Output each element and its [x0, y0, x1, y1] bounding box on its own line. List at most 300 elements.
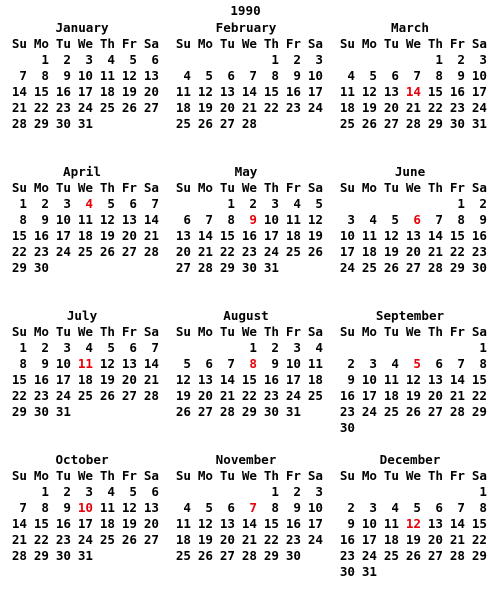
weekday-header: Su	[339, 36, 355, 51]
day-cell: 1	[19, 196, 27, 211]
day-cell: 17	[285, 372, 301, 387]
week-row	[5, 500, 169, 516]
day-cell: 19	[405, 388, 421, 403]
week-row	[169, 532, 333, 548]
weekday-header: Th	[99, 180, 115, 195]
month-april	[5, 164, 169, 276]
day-cell: 6	[227, 500, 235, 515]
day-cell: 18	[175, 532, 191, 547]
weekday-header-row	[5, 36, 169, 52]
day-cell: 1	[19, 340, 27, 355]
day-cell: 26	[197, 548, 213, 563]
week-row	[169, 52, 333, 68]
day-cell: 9	[271, 356, 279, 371]
day-cell: 3	[63, 340, 71, 355]
day-cell: 24	[55, 244, 71, 259]
week-row	[5, 340, 169, 356]
day-cell: 14	[11, 516, 27, 531]
day-cell: 23	[241, 244, 257, 259]
day-cell: 8	[479, 356, 487, 371]
weekday-header-row	[333, 180, 491, 196]
weekday-header: Mo	[33, 468, 49, 483]
day-cell: 16	[33, 372, 49, 387]
day-cell: 15	[241, 372, 257, 387]
day-cell: 9	[293, 500, 301, 515]
week-row	[5, 84, 169, 100]
day-cell: 7	[435, 212, 443, 227]
day-cell: 31	[77, 116, 93, 131]
day-cell: 6	[151, 484, 159, 499]
month-november	[169, 452, 333, 564]
day-cell: 9	[479, 212, 487, 227]
day-cell: 17	[361, 388, 377, 403]
day-cell: 26	[99, 244, 115, 259]
month-title: June	[394, 164, 426, 179]
day-cell: 22	[11, 244, 27, 259]
day-cell: 7	[249, 68, 257, 83]
day-cell: 25	[99, 532, 115, 547]
day-cell: 11	[383, 516, 399, 531]
day-cell: 26	[175, 404, 191, 419]
day-cell: 2	[41, 196, 49, 211]
day-cell: 8	[41, 500, 49, 515]
weekday-header: Fr	[121, 324, 137, 339]
day-cell: 24	[77, 100, 93, 115]
month-june	[333, 164, 491, 276]
weekday-header: Mo	[33, 324, 49, 339]
day-cell: 29	[33, 548, 49, 563]
day-cell: 20	[197, 388, 213, 403]
week-row	[169, 404, 333, 420]
day-cell: 22	[263, 532, 279, 547]
day-cell: 19	[121, 84, 137, 99]
week-row	[5, 516, 169, 532]
day-cell: 19	[307, 228, 323, 243]
day-cell: 30	[471, 260, 487, 275]
weekday-header: We	[241, 468, 257, 483]
day-cell: 3	[85, 484, 93, 499]
day-cell: 30	[241, 260, 257, 275]
week-row	[169, 484, 333, 500]
day-cell: 9	[63, 500, 71, 515]
day-cell: 18	[77, 372, 93, 387]
day-cell: 20	[427, 388, 443, 403]
weekday-header: We	[77, 324, 93, 339]
day-cell: 3	[85, 52, 93, 67]
day-cell: 21	[241, 532, 257, 547]
weekday-header: Sa	[307, 468, 323, 483]
week-row	[333, 228, 491, 244]
week-row	[5, 212, 169, 228]
day-cell: 27	[197, 404, 213, 419]
weekday-header: Tu	[383, 36, 399, 51]
week-row	[169, 372, 333, 388]
day-cell: 27	[121, 244, 137, 259]
weekday-header: Fr	[449, 36, 465, 51]
day-cell: 2	[293, 484, 301, 499]
weekday-header-row	[5, 180, 169, 196]
day-cell: 19	[383, 244, 399, 259]
weekday-header: Su	[11, 324, 27, 339]
day-cell: 27	[175, 260, 191, 275]
weekday-header: Sa	[143, 468, 159, 483]
weekday-header: Th	[263, 468, 279, 483]
weekday-header-row	[169, 180, 333, 196]
day-cell: 13	[219, 84, 235, 99]
day-cell: 29	[427, 116, 443, 131]
weekday-header: We	[405, 468, 421, 483]
weekday-header: Su	[175, 36, 191, 51]
weekday-header: We	[241, 180, 257, 195]
week-row	[169, 68, 333, 84]
day-cell: 9	[347, 372, 355, 387]
day-cell: 8	[271, 500, 279, 515]
weekday-header: Su	[175, 180, 191, 195]
day-cell: 14	[11, 84, 27, 99]
day-cell: 5	[129, 484, 137, 499]
weekday-header: Su	[11, 36, 27, 51]
day-cell: 9	[293, 68, 301, 83]
day-cell: 30	[263, 404, 279, 419]
day-cell: 22	[471, 388, 487, 403]
day-cell: 6	[435, 500, 443, 515]
day-cell: 5	[369, 68, 377, 83]
weekday-header: Mo	[361, 180, 377, 195]
highlighted-day: 10	[77, 500, 93, 515]
weekday-header: Mo	[361, 36, 377, 51]
day-cell: 29	[33, 116, 49, 131]
day-cell: 10	[307, 500, 323, 515]
day-cell: 25	[99, 100, 115, 115]
day-cell: 18	[361, 244, 377, 259]
day-cell: 7	[413, 68, 421, 83]
day-cell: 15	[471, 516, 487, 531]
weekday-header: Th	[427, 468, 443, 483]
day-cell: 3	[369, 356, 377, 371]
day-cell: 22	[427, 100, 443, 115]
day-cell: 23	[339, 404, 355, 419]
week-row	[333, 244, 491, 260]
day-cell: 6	[227, 68, 235, 83]
day-cell: 4	[369, 212, 377, 227]
weekday-header: Su	[339, 468, 355, 483]
week-row	[5, 532, 169, 548]
week-row	[5, 260, 169, 276]
day-cell: 7	[19, 68, 27, 83]
day-cell: 26	[405, 548, 421, 563]
week-row	[333, 100, 491, 116]
day-cell: 26	[99, 388, 115, 403]
day-cell: 20	[143, 516, 159, 531]
day-cell: 13	[121, 356, 137, 371]
day-cell: 20	[175, 244, 191, 259]
day-cell: 17	[307, 84, 323, 99]
day-cell: 9	[41, 212, 49, 227]
weekday-header: Tu	[219, 36, 235, 51]
highlighted-day: 14	[405, 84, 421, 99]
day-cell: 31	[77, 548, 93, 563]
day-cell: 16	[55, 84, 71, 99]
day-cell: 6	[435, 356, 443, 371]
day-cell: 30	[449, 116, 465, 131]
month-august	[169, 308, 333, 420]
day-cell: 22	[33, 532, 49, 547]
week-row	[5, 548, 169, 564]
day-cell: 21	[427, 244, 443, 259]
highlighted-day: 4	[85, 196, 93, 211]
day-cell: 26	[307, 244, 323, 259]
day-cell: 20	[427, 532, 443, 547]
day-cell: 10	[263, 212, 279, 227]
weekday-header: Tu	[383, 468, 399, 483]
weekday-header: Tu	[55, 468, 71, 483]
day-cell: 13	[219, 516, 235, 531]
day-cell: 2	[41, 340, 49, 355]
day-cell: 20	[219, 532, 235, 547]
month-may	[169, 164, 333, 276]
day-cell: 25	[383, 404, 399, 419]
day-cell: 4	[107, 484, 115, 499]
day-cell: 27	[219, 116, 235, 131]
day-cell: 21	[219, 388, 235, 403]
day-cell: 29	[471, 548, 487, 563]
weekday-header: Mo	[33, 180, 49, 195]
weekday-header: Th	[263, 36, 279, 51]
week-row	[333, 484, 491, 500]
day-cell: 30	[55, 548, 71, 563]
day-cell: 4	[293, 196, 301, 211]
day-cell: 27	[121, 388, 137, 403]
day-cell: 13	[143, 68, 159, 83]
day-cell: 2	[293, 52, 301, 67]
week-row	[333, 388, 491, 404]
weekday-header: Su	[175, 324, 191, 339]
weekday-header-row	[333, 324, 491, 340]
day-cell: 25	[383, 548, 399, 563]
day-cell: 16	[471, 228, 487, 243]
day-cell: 6	[129, 340, 137, 355]
week-row	[169, 516, 333, 532]
day-cell: 11	[361, 228, 377, 243]
day-cell: 5	[205, 68, 213, 83]
weekday-header: Sa	[307, 324, 323, 339]
weekday-header: Sa	[143, 180, 159, 195]
weekday-header: Sa	[307, 36, 323, 51]
week-row	[333, 372, 491, 388]
weekday-header: Fr	[285, 324, 301, 339]
week-row	[5, 52, 169, 68]
day-cell: 12	[99, 356, 115, 371]
week-row	[333, 116, 491, 132]
month-title: April	[63, 164, 101, 179]
day-cell: 16	[285, 516, 301, 531]
week-row	[333, 196, 491, 212]
day-cell: 31	[55, 404, 71, 419]
weekday-header: Th	[99, 36, 115, 51]
week-row	[169, 196, 333, 212]
day-cell: 20	[405, 244, 421, 259]
week-row	[169, 228, 333, 244]
month-title: August	[223, 308, 269, 323]
week-row	[5, 388, 169, 404]
day-cell: 15	[33, 516, 49, 531]
day-cell: 14	[449, 372, 465, 387]
day-cell: 12	[383, 228, 399, 243]
day-cell: 19	[405, 532, 421, 547]
weekday-header: Fr	[121, 468, 137, 483]
weekday-header: Fr	[449, 324, 465, 339]
day-cell: 12	[361, 84, 377, 99]
weekday-header: Fr	[449, 180, 465, 195]
day-cell: 23	[263, 388, 279, 403]
weekday-header: Tu	[55, 324, 71, 339]
day-cell: 14	[219, 372, 235, 387]
week-row	[5, 372, 169, 388]
day-cell: 25	[77, 244, 93, 259]
day-cell: 3	[479, 52, 487, 67]
day-cell: 15	[219, 228, 235, 243]
day-cell: 25	[339, 116, 355, 131]
day-cell: 11	[339, 84, 355, 99]
day-cell: 19	[121, 516, 137, 531]
week-row	[169, 260, 333, 276]
weekday-header: Tu	[219, 468, 235, 483]
week-row	[5, 196, 169, 212]
month-october	[5, 452, 169, 564]
day-cell: 21	[11, 532, 27, 547]
day-cell: 11	[175, 84, 191, 99]
day-cell: 11	[175, 516, 191, 531]
weekday-header: Su	[175, 468, 191, 483]
day-cell: 4	[183, 500, 191, 515]
day-cell: 29	[241, 404, 257, 419]
week-row	[333, 532, 491, 548]
day-cell: 26	[361, 116, 377, 131]
highlighted-day: 9	[249, 212, 257, 227]
highlighted-day: 12	[405, 516, 421, 531]
day-cell: 4	[391, 356, 399, 371]
week-row	[333, 84, 491, 100]
day-cell: 7	[205, 212, 213, 227]
day-cell: 13	[175, 228, 191, 243]
day-cell: 27	[405, 260, 421, 275]
weekday-header: Mo	[197, 180, 213, 195]
weekday-header: Mo	[33, 36, 49, 51]
highlighted-day: 11	[77, 356, 93, 371]
day-cell: 15	[33, 84, 49, 99]
day-cell: 18	[285, 228, 301, 243]
day-cell: 1	[457, 196, 465, 211]
day-cell: 29	[11, 260, 27, 275]
weekday-header: Su	[11, 468, 27, 483]
day-cell: 21	[449, 532, 465, 547]
day-cell: 4	[391, 500, 399, 515]
day-cell: 4	[315, 340, 323, 355]
day-cell: 17	[55, 372, 71, 387]
day-cell: 22	[471, 532, 487, 547]
week-row	[333, 404, 491, 420]
day-cell: 23	[471, 244, 487, 259]
day-cell: 24	[55, 388, 71, 403]
weekday-header: We	[77, 36, 93, 51]
weekday-header: We	[405, 180, 421, 195]
weekday-header-row	[5, 468, 169, 484]
day-cell: 10	[471, 68, 487, 83]
month-title: September	[375, 308, 445, 323]
weekday-header-row	[169, 468, 333, 484]
day-cell: 12	[121, 500, 137, 515]
week-row	[169, 340, 333, 356]
day-cell: 17	[263, 228, 279, 243]
day-cell: 18	[175, 100, 191, 115]
weekday-header: Mo	[197, 468, 213, 483]
day-cell: 22	[449, 244, 465, 259]
week-row	[5, 68, 169, 84]
day-cell: 1	[479, 484, 487, 499]
week-row	[169, 116, 333, 132]
weekday-header: We	[405, 324, 421, 339]
weekday-header: Sa	[471, 180, 487, 195]
day-cell: 21	[449, 388, 465, 403]
day-cell: 28	[241, 116, 257, 131]
day-cell: 14	[143, 356, 159, 371]
day-cell: 13	[383, 84, 399, 99]
day-cell: 30	[285, 548, 301, 563]
day-cell: 9	[63, 68, 71, 83]
weekday-header: We	[241, 36, 257, 51]
day-cell: 17	[77, 84, 93, 99]
day-cell: 15	[471, 372, 487, 387]
day-cell: 3	[315, 52, 323, 67]
month-december	[333, 452, 491, 580]
day-cell: 19	[361, 100, 377, 115]
day-cell: 28	[427, 260, 443, 275]
day-cell: 1	[249, 340, 257, 355]
month-title: February	[215, 20, 277, 35]
weekday-header: Fr	[285, 180, 301, 195]
weekday-header: Fr	[121, 36, 137, 51]
day-cell: 29	[449, 260, 465, 275]
day-cell: 23	[449, 100, 465, 115]
week-row	[333, 548, 491, 564]
day-cell: 27	[219, 548, 235, 563]
weekday-header: Fr	[285, 36, 301, 51]
week-row	[5, 228, 169, 244]
day-cell: 14	[427, 228, 443, 243]
year-title: 1990	[230, 3, 261, 18]
day-cell: 4	[347, 68, 355, 83]
day-cell: 17	[77, 516, 93, 531]
day-cell: 11	[77, 212, 93, 227]
day-cell: 20	[383, 100, 399, 115]
day-cell: 27	[427, 404, 443, 419]
day-cell: 25	[175, 548, 191, 563]
day-cell: 11	[383, 372, 399, 387]
weekday-header: Th	[263, 324, 279, 339]
day-cell: 19	[99, 228, 115, 243]
weekday-header: We	[241, 324, 257, 339]
week-row	[169, 244, 333, 260]
day-cell: 16	[339, 388, 355, 403]
day-cell: 11	[285, 212, 301, 227]
day-cell: 1	[41, 484, 49, 499]
week-row	[5, 100, 169, 116]
week-row	[169, 84, 333, 100]
weekday-header: Fr	[449, 468, 465, 483]
day-cell: 31	[263, 260, 279, 275]
day-cell: 23	[285, 532, 301, 547]
weekday-header-row	[5, 324, 169, 340]
